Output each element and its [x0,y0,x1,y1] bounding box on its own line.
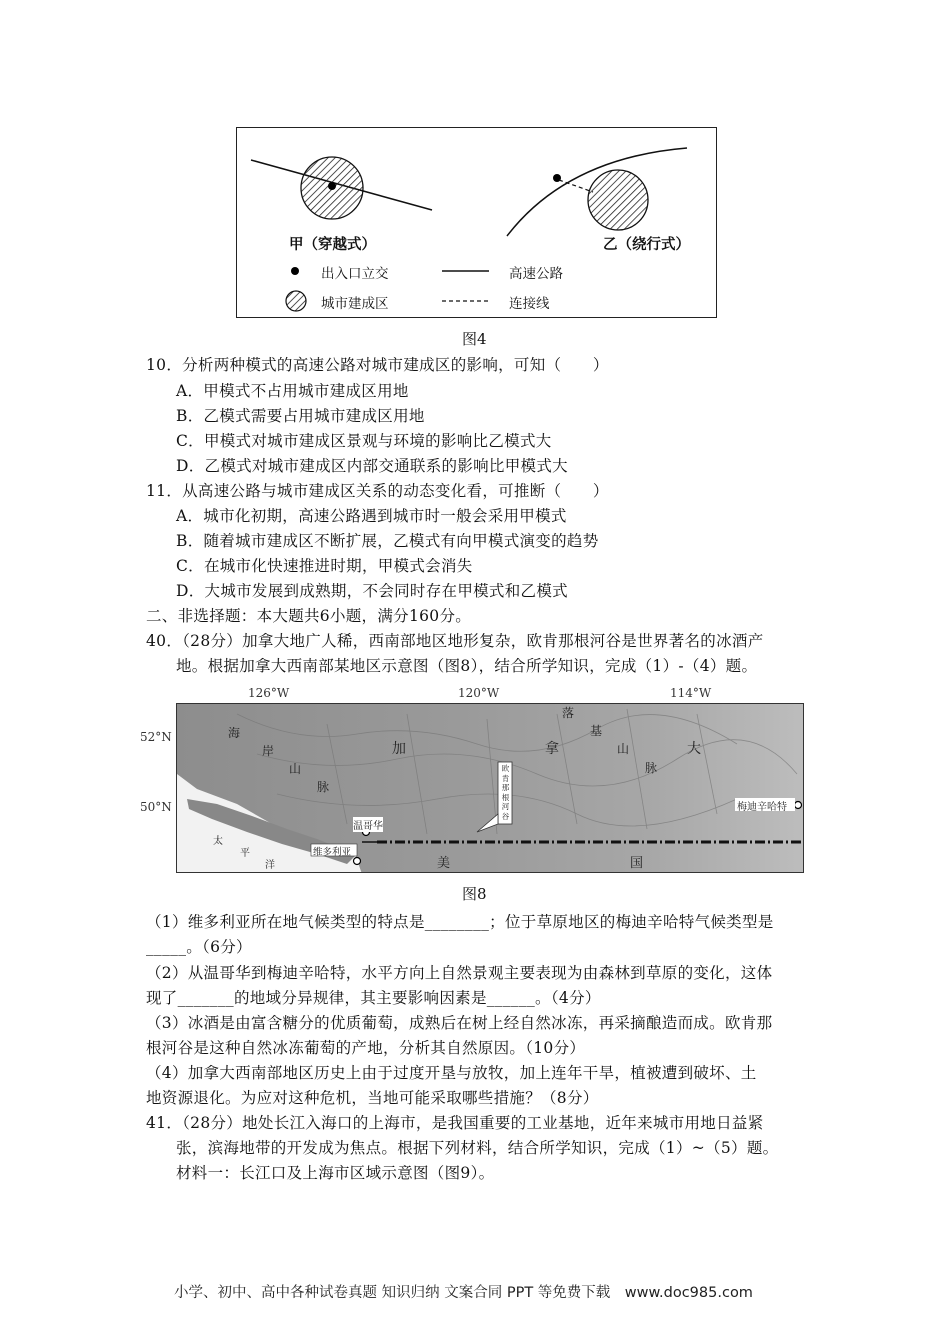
q41-line3: 材料一：长江口及上海市区域示意图（图9）。 [176,1164,495,1182]
legend-interchange-label: 出入口立交 [321,266,389,282]
figure-8-map [176,703,804,873]
q10-option-b: B．乙模式需要占用城市建成区用地 [176,407,425,425]
lon-label-120w: 120°W [458,686,500,700]
q40-sub1-line2: _____。（6分） [146,938,252,956]
map-canada-1: 加 [392,741,406,757]
q40-intro-line1: 40．（28分）加拿大地广人稀，西南部地区地形复杂，欧肯那根河谷是世界著名的冰酒产 [146,632,764,650]
section-2-heading: 二、非选择题：本大题共6小题，满分160分。 [146,607,472,625]
yi-connector [559,180,593,192]
lon-label-114w: 114°W [670,686,712,700]
label-jia: 甲（穿越式） [289,236,376,253]
legend-highway-label: 高速公路 [509,266,563,282]
lat-label-50n: 50°N [140,800,172,814]
map-rocky-mtn-3: 山 [617,742,630,756]
label-yi: 乙（绕行式） [603,236,690,253]
lat-label-52n: 52°N [140,730,172,744]
victoria-dot [354,858,361,865]
q41-line2: 张，滨海地带的开发成为焦点。根据下列材料，结合所学知识，完成（1）~（5）题。 [176,1139,779,1157]
map-rocky-mtn-2: 基 [590,724,603,738]
q40-sub3-line2: 根河谷是这种自然冰冻葡萄的产地，分析其自然原因。（10分） [146,1039,586,1057]
q10-stem: 10．分析两种模式的高速公路对城市建成区的影响，可知（ ） [146,356,609,374]
map-victoria-label: 维多利亚 [313,847,352,858]
jia-interchange [328,182,336,190]
q11-option-c: C．在城市化快速推进时期，甲模式会消失 [176,557,473,575]
map-medicine-hat-label: 梅迪辛哈特 [737,802,787,813]
map-rocky-mtn-4: 脉 [645,761,658,775]
q10-option-d: D．乙模式对城市建成区内部交通联系的影响比甲模式大 [176,457,568,475]
figure-4 [236,127,717,318]
map-usa-2: 国 [630,856,644,871]
map-coast-mtn-1: 海 [228,726,241,740]
figure-4-caption: 图4 [462,330,487,348]
q11-option-b: B．随着城市建成区不断扩展，乙模式有向甲模式演变的趋势 [176,532,599,550]
map-usa-1: 美 [437,856,451,871]
legend-urban-area-symbol [286,291,306,311]
map-rocky-mtn-1: 落 [562,706,575,720]
map-canada-2: 拿 [545,741,559,757]
map-coast-mtn-3: 山 [289,762,302,776]
map-coast-mtn-4: 脉 [317,780,330,794]
medicine-hat-dot [795,802,802,809]
figure-4-diagram [237,128,718,319]
lon-label-126w: 126°W [248,686,290,700]
map-coast-mtn-2: 岸 [262,744,275,758]
q10-option-a: A．甲模式不占用城市建成区用地 [176,382,409,400]
q40-sub4-line1: （4）加拿大西南部地区历史上由于过度开垦与放牧，加上连年干旱，植被遭到破坏、土 [146,1064,757,1082]
figure-8-caption: 图8 [462,885,487,903]
q40-sub2-line1: （2）从温哥华到梅迪辛哈特，水平方向上自然景观主要表现为由森林到草原的变化，这体 [146,964,773,982]
q11-option-d: D．大城市发展到成熟期，不会同时存在甲模式和乙模式 [176,582,568,600]
q40-sub1-line1: （1）维多利亚所在地气候类型的特点是________；位于草原地区的梅迪辛哈特气候类型是 [146,913,774,931]
terrain-map [177,704,804,873]
q40-sub4-line2: 地资源退化。为应对这种危机，当地可能采取哪些措施？（8分） [146,1089,599,1107]
map-vancouver-label: 温哥华 [353,817,383,832]
map-pacific-2: 平 [240,848,250,859]
legend-interchange-symbol [291,267,299,275]
legend-urban-area-label: 城市建成区 [321,296,389,312]
q11-option-a: A．城市化初期，高速公路遇到城市时一般会采用甲模式 [176,507,567,525]
map-pacific-3: 洋 [265,860,275,871]
yi-urban-area [588,170,648,230]
map-canada-3: 大 [687,741,701,757]
q40-sub3-line1: （3）冰酒是由富含糖分的优质葡萄，成熟后在树上经自然冰冻，再采摘酿造而成。欧肯那 [146,1014,773,1032]
map-okanagan-label: 欧肯那根河谷 [501,764,510,821]
map-pacific-1: 太 [213,836,223,847]
q11-stem: 11．从高速公路与城市建成区关系的动态变化看，可推断（ ） [146,482,609,500]
q40-intro-line2: 地。根据加拿大西南部某地区示意图（图8），结合所学知识，完成（1）-（4）题。 [176,657,758,675]
legend-connector-label: 连接线 [509,296,550,312]
footer-link[interactable]: 小学、初中、高中各种试卷真题 知识归纳 文案合同 PPT 等免费下载 www.doc985.com [174,1285,753,1301]
q10-option-c: C．甲模式对城市建成区景观与环境的影响比乙模式大 [176,432,552,450]
q41-line1: 41．（28分）地处长江入海口的上海市，是我国重要的工业基地，近年来城市用地日益紧 [146,1114,764,1132]
q40-sub2-line2: 现了_______的地域分异规律，其主要影响因素是______。（4分） [146,989,601,1007]
